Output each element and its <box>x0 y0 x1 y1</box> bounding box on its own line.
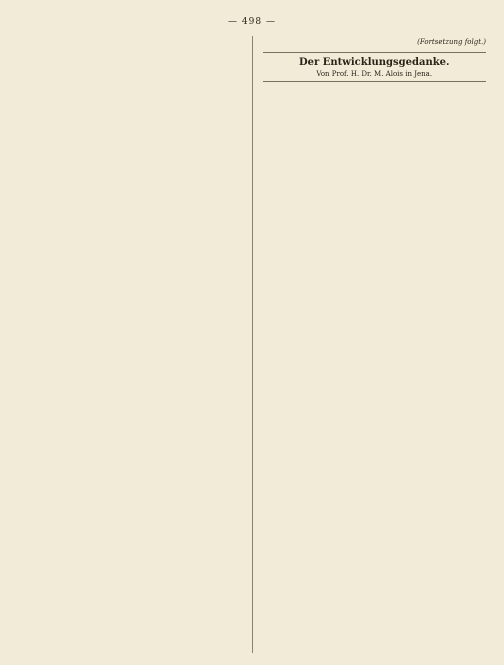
two-columns <box>18 36 486 653</box>
right-column <box>263 36 487 653</box>
section-rule-bottom <box>263 81 487 82</box>
column-divider <box>252 36 253 653</box>
left-column <box>18 36 242 653</box>
section-byline: Von Prof. H. Dr. M. Alois in Jena. <box>316 70 433 78</box>
page-number: — 498 — <box>228 17 276 27</box>
continuation-note: (Fortsetzung folgt.) <box>417 38 486 46</box>
article-section <box>263 52 487 82</box>
section-rule-top <box>263 52 487 53</box>
section-title: Der Entwicklungsgedanke. <box>298 57 450 68</box>
page-header <box>18 14 486 30</box>
